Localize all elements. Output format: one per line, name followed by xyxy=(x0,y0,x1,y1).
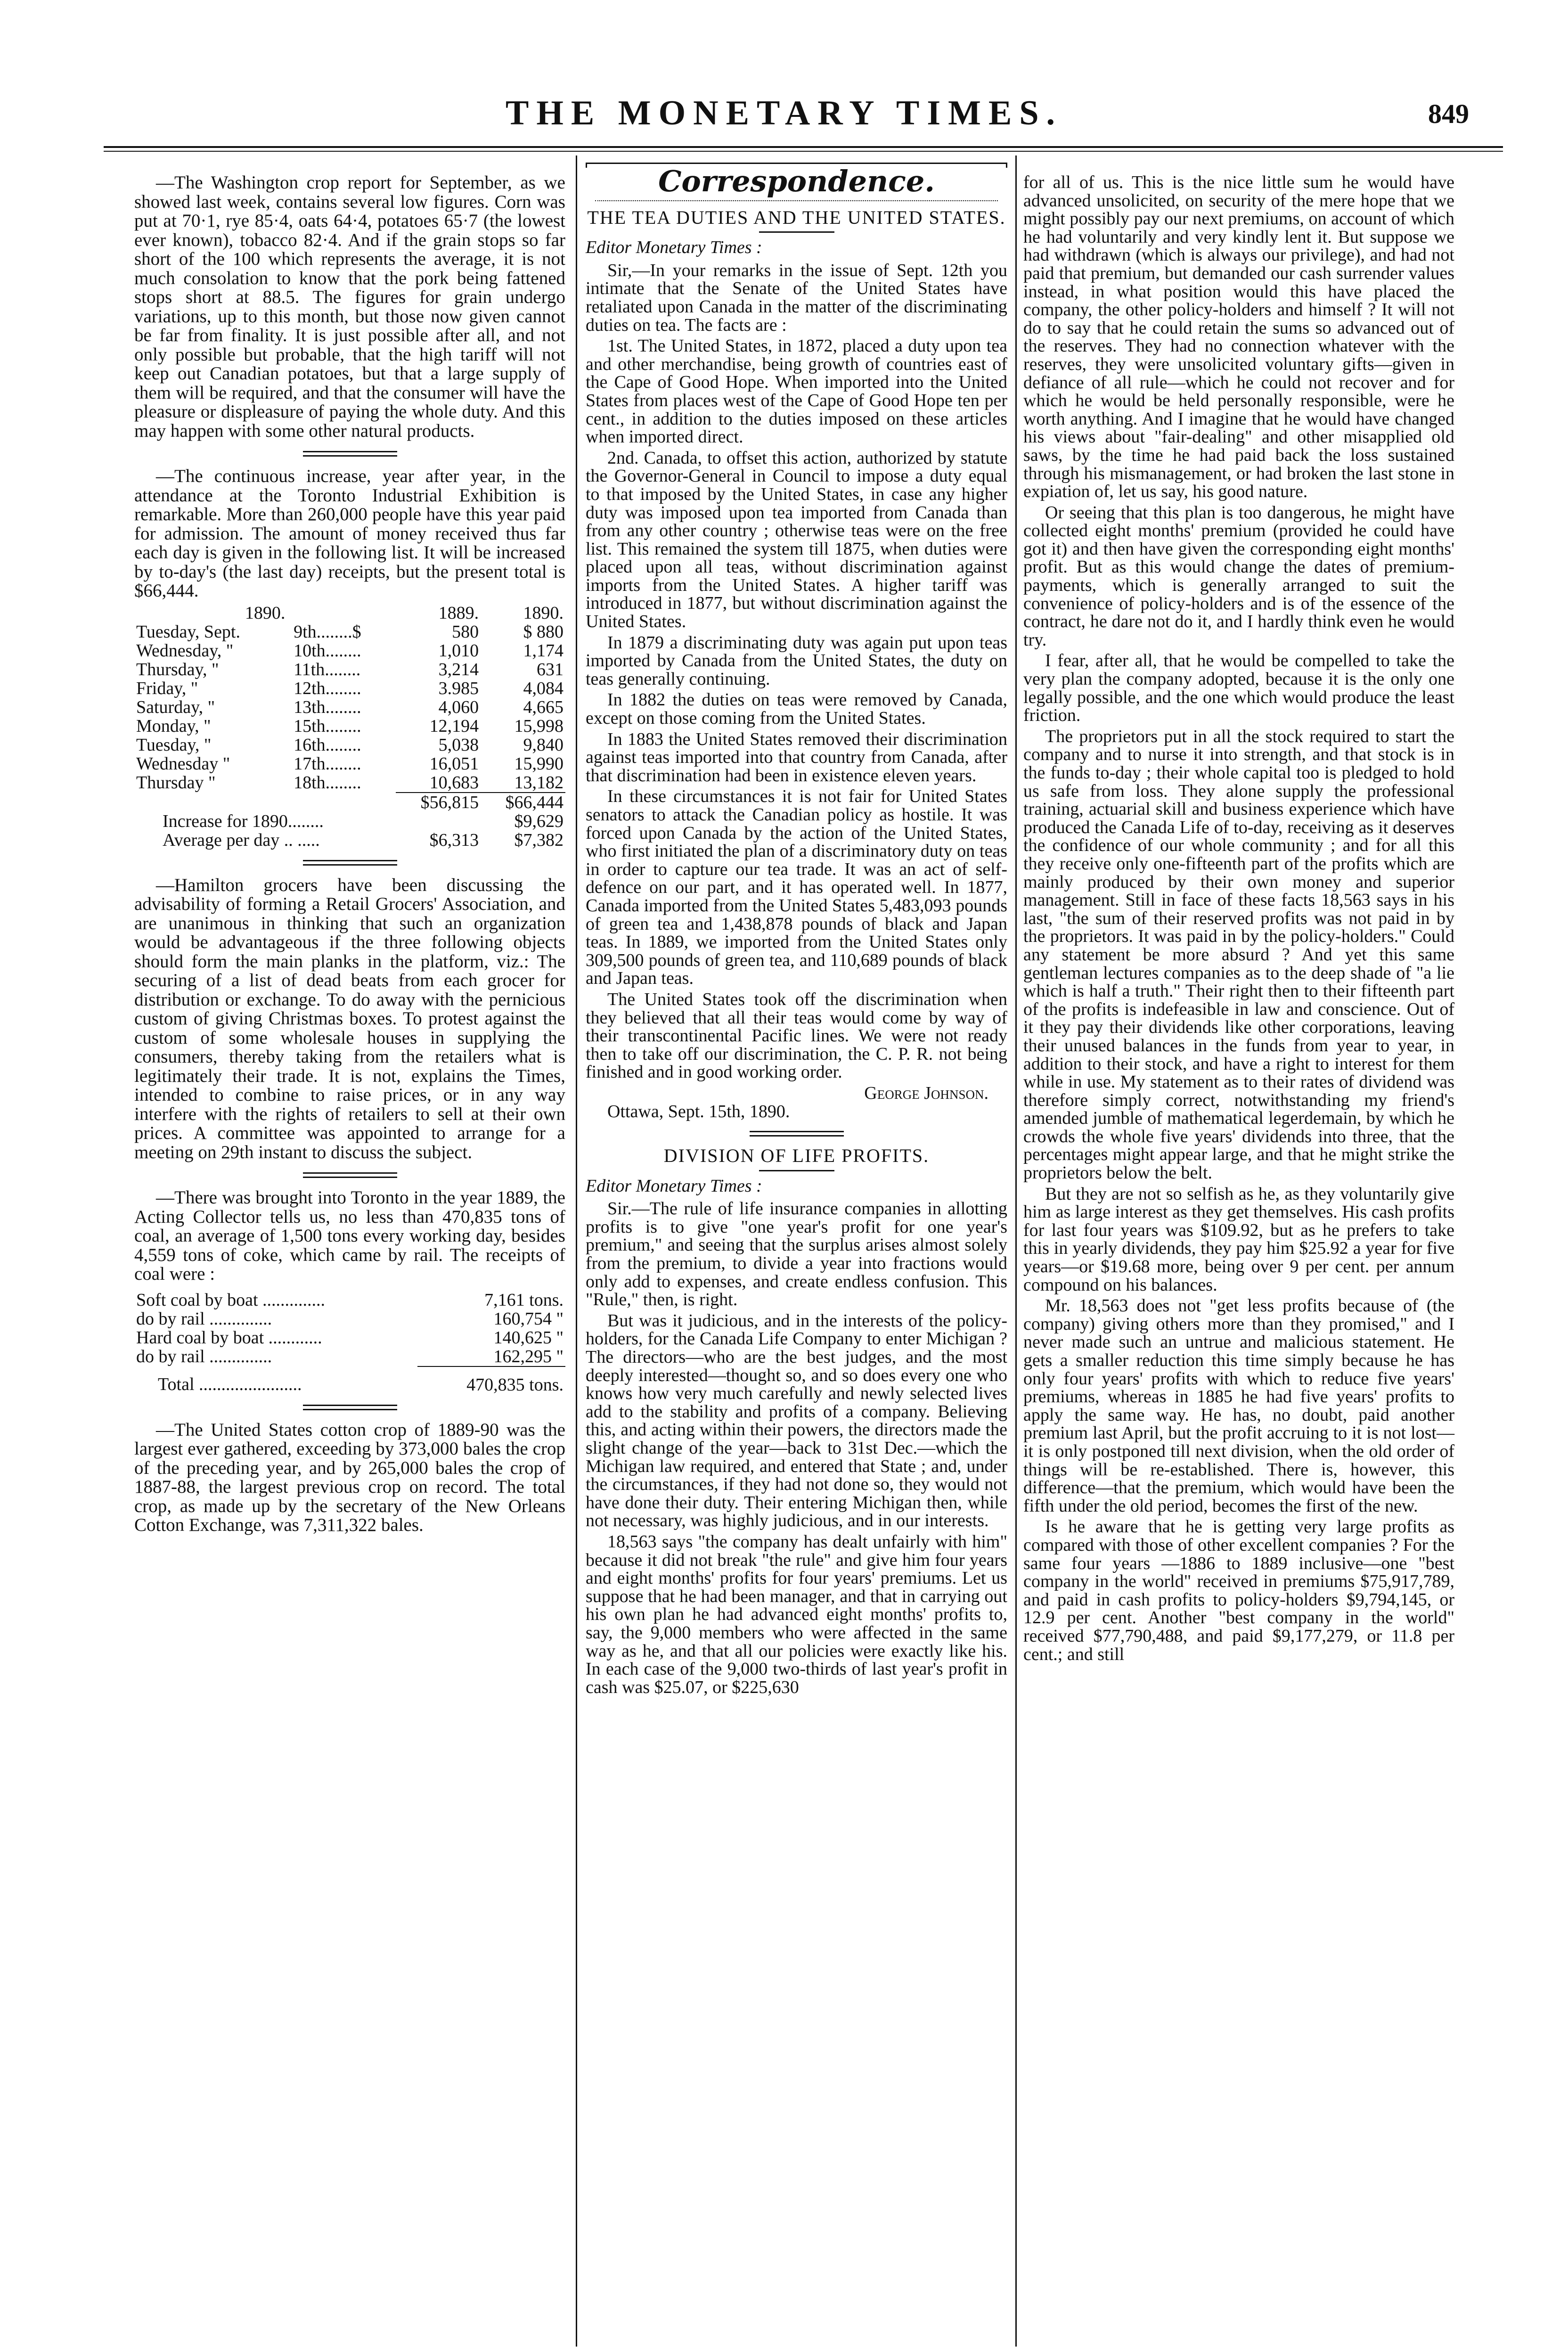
table-row xyxy=(134,773,565,793)
table-cell: 9th........$ xyxy=(294,622,361,642)
table-cell: 140,625 " xyxy=(493,1327,564,1348)
coal-receipts-table xyxy=(134,1291,565,1394)
table-cell: Soft coal by boat .............. xyxy=(136,1290,326,1310)
table-cell: Wednesday, " xyxy=(136,640,234,661)
table-row xyxy=(134,1309,565,1328)
paragraph: But they are not so selfish as he, as they voluntarily give him as large interest as they get themselves. His cash profits for last four years was $109.92, but as he prefers to take this in yearly dividends, they pay him $25.92 a year for five years—or $19.68 more, being over 9 per cent. per annum compound on his balances. xyxy=(1023,1184,1454,1295)
paragraph: Sir,—In your remarks in the issue of Sept. 12th you intimate that the Senate of the United States have retaliated upon Canada in the matter of the discriminating duties on tea. The facts are : xyxy=(586,260,1007,335)
table-cell: 18th........ xyxy=(294,773,361,793)
table-cell: do by rail .............. xyxy=(136,1308,272,1329)
table-total-row xyxy=(134,1366,565,1394)
masthead-rule-thin xyxy=(104,151,1503,152)
paragraph: Is he aware that he is getting very large profits as compared with those of other excellent companies ? For the same four years —1886 to 1889 inclusive—one "best company in the world" received in premiums $75,917,789, and paid in cash profits to policy-holders $9,794,145, or 12.9 per cent. Another "best company in the world" received $77,790,488, and paid $9,177,279, or 11.8 per cent.; and still xyxy=(1023,1517,1454,1664)
section-title: Correspondence. xyxy=(658,164,935,198)
column-2 xyxy=(586,163,1007,1699)
column-3 xyxy=(1023,173,1454,1666)
table-header: 1890. xyxy=(523,603,564,623)
table-cell: 17th........ xyxy=(294,753,361,774)
table-cell: Hard coal by boat ............ xyxy=(136,1327,322,1348)
table-cell: Tuesday, Sept. xyxy=(136,622,240,642)
table-cell: $7,382 xyxy=(514,830,564,850)
signature: George Johnson. xyxy=(864,1083,988,1103)
table-row xyxy=(134,1328,565,1347)
table-cell: Monday, " xyxy=(136,716,211,736)
table-cell: $56,815 xyxy=(396,793,481,812)
table-cell: 470,835 tons. xyxy=(417,1366,565,1394)
column-divider-1 xyxy=(576,155,577,2347)
table-cell: 15th........ xyxy=(294,716,361,736)
table-cell: 4,084 xyxy=(523,678,564,698)
paragraph: In 1883 the United States removed their discrimination against teas imported into that country from Canada, after that discrimination had been in existence eleven years. xyxy=(586,729,1007,785)
paragraph-coal: —There was brought into Toronto in the year 1889, the Acting Collector tells us, no less than 470,835 tons of coal, an average of 1,500 tons every working day, besides 4,559 tons of coke, which came by rail. The receipts of coal were : xyxy=(134,1187,565,1284)
table-row xyxy=(134,717,565,736)
table-cell: do by rail .............. xyxy=(136,1347,272,1366)
masthead-rule xyxy=(104,146,1503,148)
page-number: 849 xyxy=(1428,98,1469,129)
rule xyxy=(759,231,834,233)
table-cell: Friday, " xyxy=(136,678,198,698)
separator xyxy=(750,1131,844,1137)
table-row xyxy=(134,641,565,660)
paragraph-cotton: —The United States cotton crop of 1889-90 was the largest ever gathered, exceeding by 373,000 bales the crop of the preceding year, and by 265,000 bales the crop of 1887-88, the largest previous crop on record. The total crop, as made up by the secretary of the New Orleans Cotton Exchange, was 7,311,322 bales. xyxy=(134,1419,565,1535)
table-cell: 10,683 xyxy=(429,772,479,793)
table-cell: 16th........ xyxy=(294,735,361,755)
table-cell: Total ....................... xyxy=(158,1374,302,1394)
table-total-row xyxy=(134,793,565,812)
paragraph: for all of us. This is the nice little sum he would have advanced unsolicited, on security of the mere hope that we might possibly pay our next premiums, on account of which he had voluntarily and very kindly lent it. But suppose we had withdrawn (which is always our privilege), and had not paid that premium, but demanded our cash surrender values instead, in what position would this have placed the company, the other policy-holders and himself ? It will not do to say that he could retain the sums so advanced out of the reserves. They had no connection whatever with the reserves, they were unsolicited voluntary gifts—given in defiance of all rule—which he could not recover and for which he would be held personally responsible, were he worth anything. And I imagine that he would have changed his views about "fair-dealing" and other misapplied old saws, by the time he had paid back the loss sustained through his mismanagement, or had broken the last stone in expiation of, let us say, his good nature. xyxy=(1023,172,1454,502)
table-cell: 4,665 xyxy=(523,697,564,717)
paragraph: 1st. The United States, in 1872, placed a duty upon tea and other merchandise, being growth of countries east of the Cape of Good Hope. When imported into the United States from places west of the Cape of Good Hope ten per cent., in addition to the duties imposed on these articles when imported direct. xyxy=(586,336,1007,447)
table-row xyxy=(134,1347,565,1366)
paragraph: Or seeing that this plan is too dangerous, he might have collected eight months' premium (provided he could have got it) and then have given the corresponding eight months' profit. But as this would change the dates of premium-payments, which is generally arranged to suit the convenience of policy-holders and is of the essence of the contract, he dare not do it, and I hardly think even he would try. xyxy=(1023,502,1454,650)
paragraph: In 1882 the duties on teas were removed by Canada, except on those coming from the United States. xyxy=(586,690,1007,728)
paragraph: 18,563 says "the company has dealt unfairly with him" because it did not break "the rule" and give him four years and eight months' profits for four years' premiums. Let us suppose that he had been manager, and that in carrying out his own plan he had advanced eight months' profits to, say, the 9,000 members who were affected in the same way as he, and that all our policies were exactly like his. In each case of the 9,000 two-thirds of last year's profit in cash was $25.07, or $225,630 xyxy=(586,1531,1007,1697)
table-cell: 9,840 xyxy=(523,735,564,755)
paragraph: In 1879 a discriminating duty was again put upon teas imported by Canada from the United States, the duty on teas generally continuing. xyxy=(586,632,1007,689)
paragraph: The proprietors put in all the stock required to start the company and to nurse it into strength, and that stock is in the funds to-day ; their whole capital too is pledged to hold us safe from loss. They alone supply the professional training, actuarial skill and business experience which have produced the Canada Life of to-day, receiving as it deserves the confidence of our whole community ; and for all this they receive only one-fifteenth part of the profits which are mainly produced by their own money and superior management. Still in face of these facts 18,563 says in his last, "the sum of their reserved profits was not paid in by the proprietors. It was paid in by the policy-holders." Could any statement be more absurd ? And yet this same gentleman lectures companies as to the deep shade of "a lie which is half a truth." Their right then to their fifteenth part of the profits is indefeasible in law and conscience. Out of it they pay their dividends like other corporations, leaving their unused balances in the funds from year to year, in addition to their stock, and have a right to interest for them while in use. My statement as to their rates of dividend was therefore simply correct, notwithstanding my friend's amended jumble of mathematical legerdemain, by which he crowds the whole five years' dividends into three, that the percentages might appear large, and that he might strike the proprietors below the belt. xyxy=(1023,726,1454,1183)
column-divider-2 xyxy=(1015,155,1017,2347)
table-cell: 13th........ xyxy=(294,697,361,717)
table-cell: 1,174 xyxy=(523,640,564,661)
dotted-rule xyxy=(595,200,998,201)
table-row xyxy=(134,1291,565,1309)
table-cell: 11th........ xyxy=(294,659,361,679)
table-average-row xyxy=(134,831,565,850)
table-cell: 3,214 xyxy=(438,659,479,679)
table-cell: Tuesday, " xyxy=(136,735,212,755)
table-cell: 12,194 xyxy=(429,716,479,736)
table-row xyxy=(134,736,565,754)
table-row xyxy=(134,679,565,698)
table-cell: 12th........ xyxy=(294,678,361,698)
paragraph: In these circumstances it is not fair for United States senators to attack the Canadian policy as hostile. It was forced upon Canada by the action of the United States, who first initiated the plan of a discriminatory duty on teas in order to capture our tea trade. It was an act of self-defence on our part, and it has operated well. In 1877, Canada imported from the United States 5,483,093 pounds of green tea and 1,438,878 pounds of black and Japan teas. In 1889, we imported from the United States only 309,500 pounds of green tea, and 110,689 pounds of black and Japan teas. xyxy=(586,786,1007,989)
table-cell: 15,998 xyxy=(514,716,564,736)
table-cell: $66,444 xyxy=(481,793,565,812)
dateline: Ottawa, Sept. 15th, 1890. xyxy=(607,1101,790,1121)
table-increase-row xyxy=(134,812,565,831)
rule xyxy=(759,1170,834,1171)
paragraph: The United States took off the discrimination when they believed that all their teas would come by way of their transcontinental Pacific lines. We were not ready then to take off our discrimination, the C. P. R. not being finished and in good working order. xyxy=(586,989,1007,1082)
paragraph: I fear, after all, that he would be compelled to take the very plan the company adopted, because it is the only one legally possible, and the one which would produce the least friction. xyxy=(1023,651,1454,726)
column-1 xyxy=(134,173,565,1538)
table-row xyxy=(134,660,565,679)
article-title: THE TEA DUTIES AND THE UNITED STATES. xyxy=(587,206,1006,228)
masthead-title: THE MONETARY TIMES. xyxy=(506,94,1062,132)
table-row xyxy=(134,698,565,717)
table-cell: Saturday, " xyxy=(136,697,215,717)
separator xyxy=(303,1405,397,1410)
table-cell: 3.985 xyxy=(438,678,479,698)
exhibition-receipts-table xyxy=(134,604,565,850)
editor-line: Editor Monetary Times : xyxy=(586,237,762,258)
table-cell: 7,161 tons. xyxy=(484,1290,564,1310)
table-row xyxy=(134,622,565,641)
separator xyxy=(303,860,397,866)
table-cell: Thursday, " xyxy=(136,659,219,679)
table-header-row xyxy=(134,604,565,622)
table-cell: Thursday " xyxy=(136,773,216,793)
editor-line: Editor Monetary Times : xyxy=(586,1176,762,1196)
table-cell: $ 880 xyxy=(523,622,564,642)
table-cell: $6,313 xyxy=(429,830,479,850)
table-cell: Wednesday " xyxy=(136,753,230,774)
table-cell: 160,754 " xyxy=(493,1308,564,1329)
table-cell: 1,010 xyxy=(438,640,479,661)
paragraph: But was it judicious, and in the interests of the policy-holders, for the Canada Life Company to enter Michigan ? The directors—who are the best judges, and the most deeply interested—thought so, and so does every one who knows how very much carefully and newly selected lives add to the stability and profits of a company. Believing this, and acting within their powers, the directors made the slight change of the year—back to 31st Dec.—which the Michigan law required, and entered that State ; and, under the circumstances, if they had not done so, they would not have done their duty. Their entering Michigan then, while not necessary, was highly judicious, and in our interests. xyxy=(586,1310,1007,1531)
table-row xyxy=(134,754,565,773)
table-cell: 4,060 xyxy=(438,697,479,717)
paragraph-grocers: —Hamilton grocers have been discussing the advisability of forming a Retail Grocers' Association, and are unanimous in thinking that such an organization would be advantageous if the three following objects should form the main planks in the platform, viz.: The securing of a list of dead beats from each grocer for distribution or exchange. To do away with the pernicious custom of giving Christmas boxes. To protest against the custom of some wholesale houses in supplying the consumers, thereby taking from the retailers what is legitimately their trade. It is not, explains the Times, intended to combine to raise prices, or in any way interfere with the rights of retailers to sell at their own prices. A committee was appointed to arrange for a meeting on 29th instant to discuss the subject. xyxy=(134,875,565,1162)
table-cell: 15,990 xyxy=(514,753,564,774)
table-cell: 16,051 xyxy=(429,753,479,774)
table-header: 1889. xyxy=(438,603,479,623)
table-cell: Increase for 1890........ xyxy=(163,811,324,831)
separator xyxy=(303,451,397,457)
paragraph: 2nd. Canada, to offset this action, authorized by statute the Governor-General in Council to impose a duty equal to that imposed by the United States, in case any higher duty was imposed upon tea imported from Canada than from any other country ; otherwise teas were on the free list. This remained the system till 1875, when duties were placed upon all teas, without discrimination against imports from the United States. A higher tariff was introduced in 1877, but without discrimination against the United States. xyxy=(586,448,1007,632)
table-cell: 13,182 xyxy=(514,772,564,793)
paragraph-exhibition: —The continuous increase, year after year, in the attendance at the Toronto Industrial Exhibition is remarkable. More than 260,000 people have this year paid for admission. The amount of money received thus far each day is given in the following list. It will be increased by to-day's (the last day) receipts, but the present total is $66,444. xyxy=(134,466,565,601)
paragraph: Sir.—The rule of life insurance companies in allotting profits is to give "one year's profit for one year's premium," and seeing that the surplus arises almost solely from the premium, to divide a year into fractions would only add to expenses, and create endless confusion. This "Rule," then, is right. xyxy=(586,1199,1007,1310)
table-cell: 631 xyxy=(537,659,564,679)
article-title: DIVISION OF LIFE PROFITS. xyxy=(663,1145,930,1167)
separator xyxy=(303,1172,397,1178)
table-header: 1890. xyxy=(245,603,286,623)
table-cell: 5,038 xyxy=(438,735,479,755)
paragraph-crop-report: —The Washington crop report for September, as we showed last week, contains several low figures. Corn was put at 70·1, rye 85·4, oats 64·4, potatoes 65·7 (the lowest ever known), tobacco 82·4. And if the grain stops so far short of the 100 which represents the average, it is not much consolation to know that the pork being fattened stops short at 88.5. The figures for grain undergo variations, up to this month, but those now given cannot be far from finality. It is just possible after all, and not only possible but probable, that the high tariff will not keep out Canadian potatoes, but that a large supply of them will be required, and that the consumer will have the pleasure or displeasure of paying the whole duty. And this may happen with some other natural products. xyxy=(134,172,565,441)
table-cell: 10th........ xyxy=(294,640,361,661)
paragraph: Mr. 18,563 does not "get less profits because of (the company) giving others more than they promised," and I never made such an untrue and malicious statement. He gets a smaller reduction this time simply because he has only four years' profits with which to reduce five years' premiums, whereas in 1885 he had five years' profits to apply the same way. He has, no doubt, paid another premium last April, but the profit accruing to it is not lost—it is only postponed till next division, when the old order of things will be re-established. There is, however, this difference—that the premium, which would have been the fifth under the old period, becomes the first of the new. xyxy=(1023,1296,1454,1516)
table-cell: $9,629 xyxy=(514,811,564,831)
table-cell: 162,295 " xyxy=(493,1346,564,1366)
table-cell: 580 xyxy=(452,622,479,642)
table-cell: Average per day .. ..... xyxy=(163,830,320,850)
